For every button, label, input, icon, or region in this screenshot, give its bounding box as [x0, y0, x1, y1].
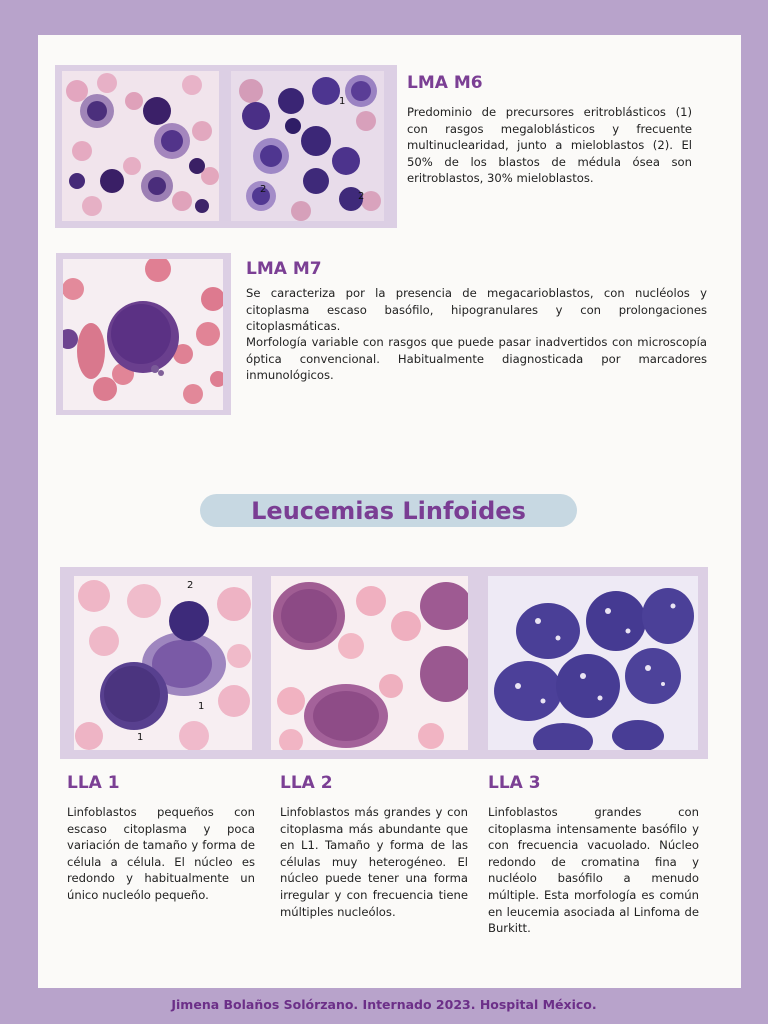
- lla2-title: LLA 2: [280, 773, 333, 793]
- section-title-pill: [200, 494, 577, 527]
- lla1-title: LLA 1: [67, 773, 120, 793]
- lma-m7-title: LMA M7: [246, 259, 322, 279]
- lma-m6-image-label-1: 1: [339, 96, 346, 107]
- lma-m7-micrograph: [63, 259, 223, 410]
- lma-m6-image-label-2b: 2: [358, 191, 365, 202]
- lla2-description: Linfoblastos más grandes y con citoplasma más abundante que en L1. Tamaño y forma de las células muy heterogéneo. El núcleo puede tener una forma irregular y con frecuencia tiene múltiples nucleólos.: [280, 805, 468, 919]
- lla1-image-label-1a: 1: [198, 701, 205, 712]
- lla2-micrograph: [271, 576, 468, 750]
- lma-m7-description-1: Se caracteriza por la presencia de megacarioblastos, con nucléolos y citoplasma escaso basófilo, hipogranulares y con prolongaciones citoplasmáticas.: [246, 286, 707, 334]
- lma-m6-micrograph-left: [62, 71, 219, 221]
- lla3-description: Linfoblastos grandes con citoplasma intensamente basófilo y con frecuencia vacuolado. Núcleo redondo de cromatina fina y nucléolo basófilo a menudo múltiple. Esta morfología es común en leucemia asociada al Linfoma de Burkitt.: [488, 805, 699, 936]
- section-title: Leucemias Linfoides: [251, 496, 526, 525]
- lla1-description: Linfoblastos pequeños con escaso citoplasma y poca variación de tamaño y forma de célula a célula. El núcleo es redondo y habitualmente un único nucleólo pequeño.: [67, 805, 255, 902]
- footer-credit: Jimena Bolaños Solórzano. Internado 2023. Hospital México.: [171, 997, 597, 1012]
- lla1-image-label-2: 2: [187, 580, 194, 591]
- lma-m7-description-2: Morfología variable con rasgos que puede pasar inadvertidos con microscopía óptica convencional. Habitualmente diagnosticada por marcadores inmunológicos.: [246, 335, 707, 383]
- lla3-title: LLA 3: [488, 773, 541, 793]
- lma-m6-description: Predominio de precursores eritroblásticos (1) con rasgos megaloblásticos y frecuente multinuclearidad, junto a mieloblastos (2). El 50% de los blastos de médula ósea son eritroblastos, 30% mieloblastos.: [407, 105, 692, 186]
- lma-m6-title: LMA M6: [407, 73, 483, 93]
- lla3-micrograph: [488, 576, 698, 750]
- lla1-micrograph: [74, 576, 252, 750]
- lla1-image-label-1b: 1: [137, 732, 144, 743]
- lma-m6-image-label-2a: 2: [260, 184, 267, 195]
